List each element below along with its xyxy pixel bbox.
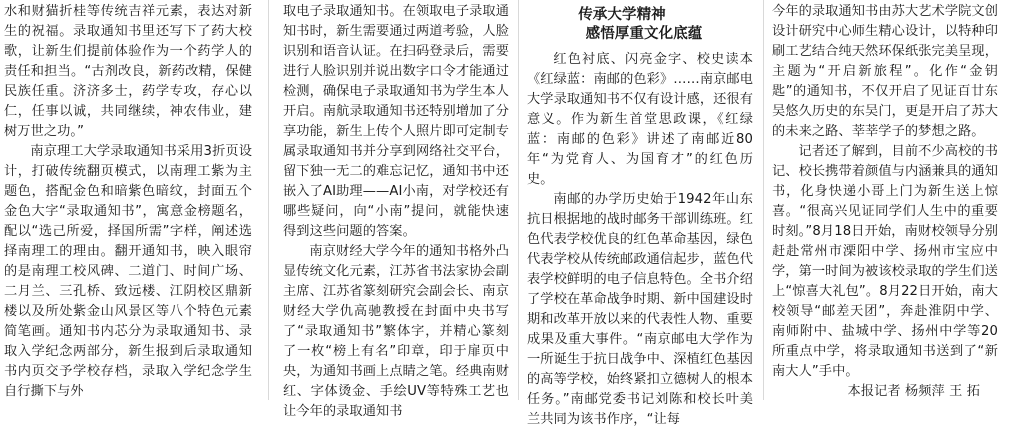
article-column-4 [772,2,998,398]
article-column-3 [527,2,753,427]
section-heading-line-1: 传承大学精神 [578,7,666,23]
column-divider [763,0,764,400]
section-heading [527,6,753,44]
paragraph: 南京财经大学今年的通知书格外凸显传统文化元素，江苏省书法家协会副主席、江苏省篆刻研究会副会长、南京财经大学仇高驰教授在封面中央书写了“录取通知书”繁体字，并精心篆刻了一枚“榜上有名”印章，印于扉页中央，为通知书画上点睛之笔。经典南财红、字体烫金、手绘UV等特殊工艺也让今年的录取通知书 [283,244,509,419]
column-divider [518,0,519,400]
section-heading-line-2: 感悟厚重文化底蕴 [585,26,703,42]
byline: 本报记者 杨频萍 王 拓 [847,384,980,399]
paragraph: 取电子录取通知书。在领取电子录取通知书时，新生需要通过两道考验，人脸识别和语音认证。在扫码登录后，需要进行人脸识别并说出数字口令才能通过检测，确保电子录取通知书为学生本人开启。南航录取通知书还特别增加了分享功能，新生上传个人照片即可定制专属录取通知书并分享到网络社交平台，留下独一无二的难忘记忆，通知书中还嵌入了AI助理——AI小南，对学校还有哪些疑问，向“小南”提问，就能快速得到这些问题的答案。 [283,4,509,239]
paragraph: 南邮的办学历史始于1942年山东抗日根据地的战时邮务干部训练班。红色代表学校优良的红色革命基因，绿色代表学校从传统邮政通信起步，蓝色代表学校鲜明的电子信息特色。全书介绍了学校在革命战争时期、新中国建设时期和改革开放以来的代表性人物、重要成果及重大事件。“南京邮电大学作为一所诞生于抗日战争中、深植红色基因的高等学校，始终紧扣立德树人的根本任务。”南邮党委书记刘陈和校长叶美兰共同为该书作序，“让每 [527,192,753,427]
paragraph: 水和财猫折桂等传统吉祥元素，表达对新生的祝福。录取通知书里还写下了药大校歌，让新生们提前体验作为一个药学人的责任和担当。“古剂改良，新药改精，保健民族任重。济济多士，药学专攻，存心以仁，任事以诚，共同继续，神农伟业，建树万世之功。” [4,4,252,139]
column-divider [268,0,269,400]
paragraph: 红色衬底、闪亮金字、校史读本《红绿蓝：南邮的色彩》……南京邮电大学录取通知书不仅有设计感，还很有意义。作为新生首堂思政课，《红绿蓝：南邮的色彩》讲述了南邮近80年“为党育人、为国育才”的红色历史。 [527,52,753,187]
paragraph: 记者还了解到，目前不少高校的书记、校长携带着颜值与内涵兼具的通知书，化身快递小哥上门为新生送上惊喜。“很高兴见证同学们人生中的重要时刻。”8月18日开始，南财校领导分别赶赴常州市溧阳中学、扬州市宝应中学，第一时间为被该校录取的学生们送上“惊喜大礼包”。8月22日开始，南大校领导“邮差天团”，奔赴淮阴中学、南师附中、盐城中学、扬州中学等20所重点中学，将录取通知书送到了“新南大人”手中。 [772,144,998,379]
article-column-2 [283,2,509,419]
article-column-1 [4,2,252,398]
paragraph: 今年的录取通知书由苏大艺术学院文创设计研究中心师生精心设计，以特种印刷工艺结合纯天然环保纸张完美呈现，主题为“开启新旅程”。化作“金钥匙”的通知书，不仅开启了见证百廿东吴悠久历史的东吴门，更是开启了苏大的未来之路、莘莘学子的梦想之路。 [772,4,998,139]
paragraph: 南京理工大学录取通知书采用3折页设计，打破传统翻页模式，以南理工紫为主题色，搭配金色和暗紫色暗纹，封面五个金色大字“录取通知书”，寓意金榜题名，配以“选己所爱，择国所需”字样，阐述选择南理工的理由。翻开通知书，映入眼帘的是南理工校风碑、二道门、时间广场、二月兰、三孔桥、致远楼、江阴校区鼎新楼以及所处紫金山风景区等八个特色元素简笔画。通知书内芯分为录取通知书、录取入学纪念两部分，新生报到后录取通知书内页交予学校存档，录取入学纪念学生自行撕下与外 [4,144,252,399]
